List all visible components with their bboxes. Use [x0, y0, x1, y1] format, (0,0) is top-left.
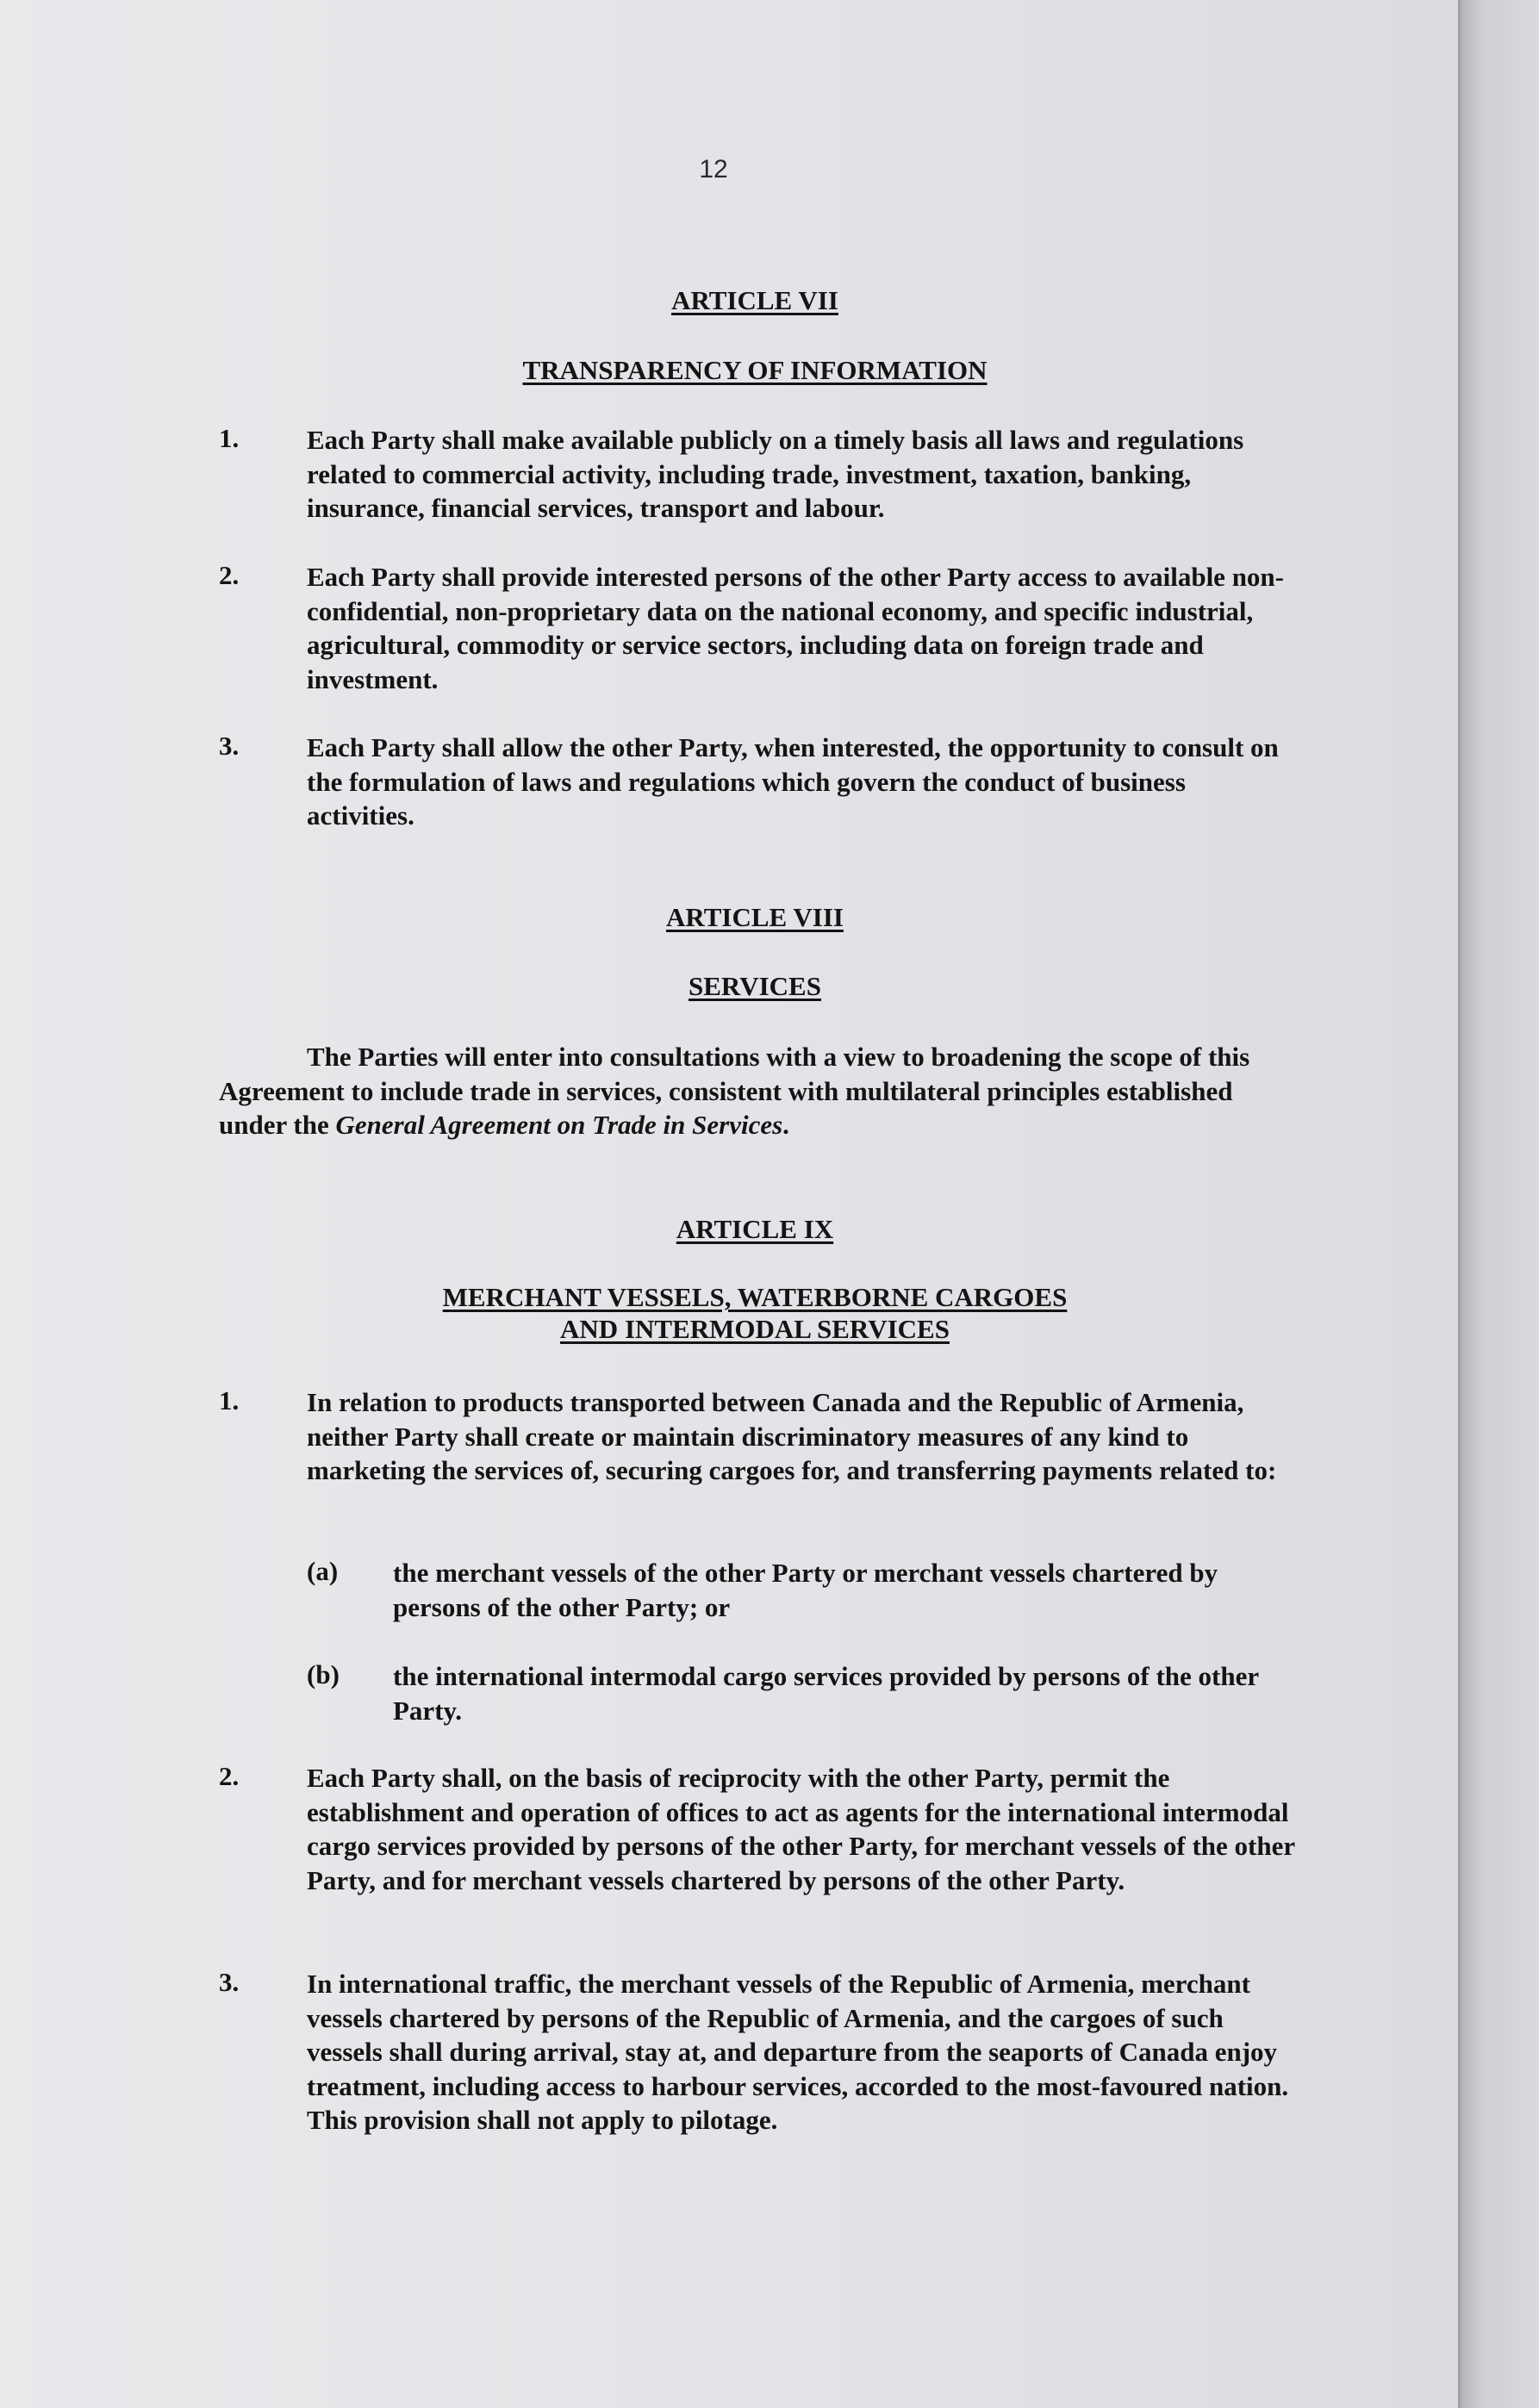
- page-number: 12: [699, 155, 728, 184]
- article-vii-para-3-number: 3.: [219, 731, 240, 761]
- article-viii-subtitle: SERVICES: [688, 971, 821, 1001]
- article-vii-title: ARTICLE VII: [671, 285, 838, 315]
- article-ix-subtitle-line-2: AND INTERMODAL SERVICES: [560, 1314, 950, 1344]
- article-ix-subtitle-line-1: MERCHANT VESSELS, WATERBORNE CARGOES: [442, 1282, 1068, 1312]
- article-ix-subpara-b-letter: (b): [307, 1659, 340, 1689]
- article-viii-text-before: The Parties will enter into consultations with a view to broadening the scope of this Agreement to include trade in services, consistent with multilateral principles established under the: [219, 1042, 1250, 1141]
- article-vii-para-3: Each Party shall allow the other Party, when interested, the opportunity to consult on the formulation of laws and regulations which govern the conduct of business activities.: [307, 732, 1279, 831]
- article-vii-para-1: Each Party shall make available publicly on a timely basis all laws and regulations related to commercial activity, including trade, investment, taxation, banking, insurance, financial services, transport and labour.: [307, 425, 1244, 524]
- article-ix-title: ARTICLE IX: [676, 1214, 834, 1244]
- article-ix-subpara-a-letter: (a): [307, 1556, 339, 1586]
- article-vii-subtitle: TRANSPARENCY OF INFORMATION: [522, 355, 988, 385]
- article-viii-title: ARTICLE VIII: [666, 902, 844, 932]
- article-ix-subpara-a: the merchant vessels of the other Party or merchant vessels chartered by persons of the other Party; or: [393, 1558, 1218, 1622]
- article-vii-para-2: Each Party shall provide interested persons of the other Party access to available non-confidential, non-proprietary data on the national economy, and specific industrial, agricultural, commodity or service sectors, including data on foreign trade and investment.: [307, 562, 1284, 694]
- article-ix-para-2: Each Party shall, on the basis of reciprocity with the other Party, permit the establishment and operation of offices to act as agents for the international intermodal cargo services provided by persons of the other Party, for merchant vessels of the other Party, and for merchant vessels chartered by persons of the other Party.: [307, 1763, 1295, 1895]
- article-ix-para-3: In international traffic, the merchant vessels of the Republic of Armenia, merchant vessels chartered by persons of the Republic of Armenia, and the cargoes of such vessels shall during arrival, stay at, and departure from the seaports of Canada enjoy treatment, including access to harbour services, accorded to the most-favoured nation. This provision shall not apply to pilotage.: [307, 1969, 1289, 2136]
- article-vii-para-1-number: 1.: [219, 423, 240, 453]
- gats-title: General Agreement on Trade in Services: [335, 1110, 783, 1141]
- article-viii-paragraph: [219, 1040, 1301, 1142]
- article-viii-text-after: .: [782, 1110, 789, 1141]
- article-vii-para-2-number: 2.: [219, 560, 240, 590]
- article-ix-subpara-b: the international intermodal cargo services provided by persons of the other Party.: [393, 1661, 1259, 1726]
- article-ix-para-2-number: 2.: [219, 1761, 240, 1791]
- article-ix-para-1-number: 1.: [219, 1385, 240, 1416]
- article-ix-para-1: In relation to products transported between Canada and the Republic of Armenia, neither Party shall create or maintain discriminatory measures of any kind to marketing the services of, securing cargoes for, and transferring payments related to:: [307, 1387, 1277, 1486]
- article-ix-para-3-number: 3.: [219, 1967, 240, 1997]
